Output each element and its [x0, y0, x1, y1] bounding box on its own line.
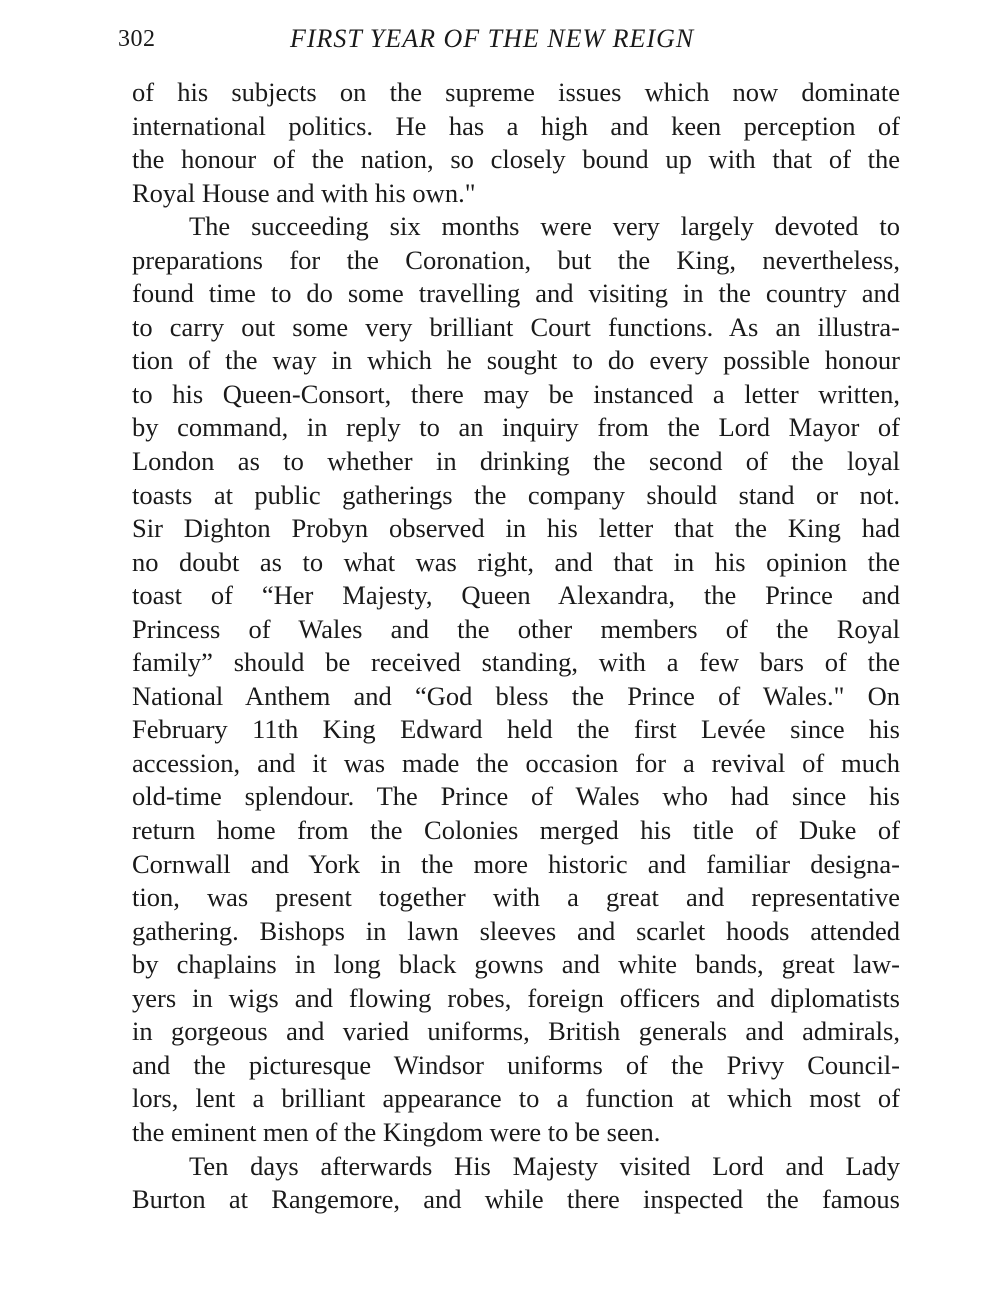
text-line: tion, was present together with a great and representative [132, 882, 900, 913]
text-line: found time to do some travelling and visiting in the country and [132, 278, 900, 309]
text-line: old-time splendour. The Prince of Wales who had since his [132, 781, 900, 812]
text-line: no doubt as to what was right, and that in his opinion the [132, 546, 900, 577]
text-line: Cornwall and York in the more historic and familiar designa- [132, 848, 900, 879]
text-line: February 11th King Edward held the first Levée since his [132, 714, 900, 745]
text-line: toast of “Her Majesty, Queen Alexandra, the Prince and [132, 580, 900, 611]
text-line: gathering. Bishops in lawn sleeves and scarlet hoods attended [132, 915, 900, 946]
text-line: preparations for the Coronation, but the King, nevertheless, [132, 244, 900, 275]
text-line: accession, and it was made the occasion for a revival of much [132, 747, 900, 778]
page-number: 302 [118, 26, 156, 52]
text-line: international politics. He has a high and keen perception of [132, 110, 900, 141]
text-line: to his Queen-Consort, there may be instanced a letter written, [132, 378, 900, 409]
text-line: toasts at public gatherings the company should stand or not. [132, 479, 900, 510]
text-line: to carry out some very brilliant Court functions. As an illustra- [132, 311, 900, 342]
text-line: lors, lent a brilliant appearance to a function at which most of [132, 1083, 900, 1114]
text-line: Sir Dighton Probyn observed in his letter that the King had [132, 513, 900, 544]
text-line: National Anthem and “God bless the Prince of Wales." On [132, 680, 900, 711]
text-line: Ten days afterwards His Majesty visited Lord and Lady [189, 1150, 900, 1181]
text-line: family” should be received standing, with a few bars of the [132, 647, 900, 678]
text-line: London as to whether in drinking the second of the loyal [132, 446, 900, 477]
text-line: Burton at Rangemore, and while there inspected the famous [132, 1184, 900, 1215]
text-line: the eminent men of the Kingdom were to be seen. [132, 1116, 661, 1147]
text-line: Princess of Wales and the other members of the Royal [132, 613, 900, 644]
body-text [132, 76, 900, 1217]
text-line: The succeeding six months were very largely devoted to [189, 211, 900, 242]
running-title: FIRST YEAR OF THE NEW REIGN [290, 24, 695, 53]
text-line: tion of the way in which he sought to do every possible honour [132, 345, 900, 376]
text-line: by command, in reply to an inquiry from the Lord Mayor of [132, 412, 900, 443]
text-line: yers in wigs and flowing robes, foreign officers and diplomatists [132, 982, 900, 1013]
running-head [110, 24, 900, 58]
text-line: of his subjects on the supreme issues which now dominate [132, 77, 900, 107]
text-line: and the picturesque Windsor uniforms of the Privy Council- [132, 1049, 900, 1080]
text-line: by chaplains in long black gowns and white bands, great law- [132, 949, 900, 980]
text-line: the honour of the nation, so closely bound up with that of the [132, 144, 900, 175]
text-line: return home from the Colonies merged his title of Duke of [132, 815, 900, 846]
text-line: Royal House and with his own." [132, 177, 476, 208]
text-line: in gorgeous and varied uniforms, British generals and admirals, [132, 1016, 900, 1047]
